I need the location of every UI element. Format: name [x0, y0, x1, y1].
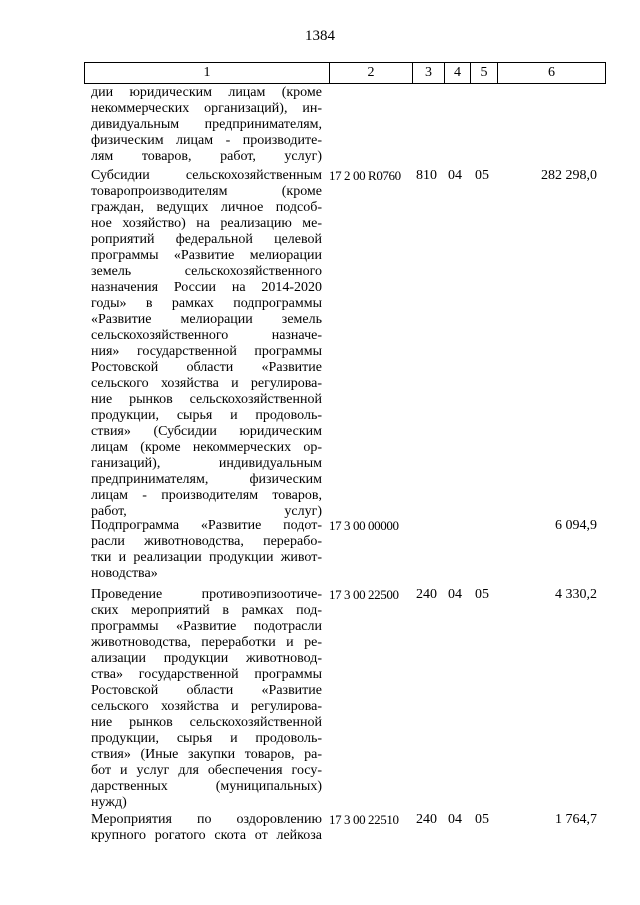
expense-type-code: 810: [416, 168, 437, 183]
row-description: [91, 587, 322, 811]
section-code: 04: [448, 587, 462, 602]
description-line: товаропроизводителям (кроме: [91, 184, 322, 199]
description-line: сельского хозяйства и регулирова-: [91, 699, 322, 714]
column-header-6: 6: [498, 63, 606, 84]
description-line: лицам - производителям товаров,: [91, 488, 322, 503]
description-line: бот и услуг для обеспечения госу-: [91, 763, 322, 778]
column-header-2: 2: [330, 63, 413, 84]
description-line: сельскохозяйственного назначе-: [91, 328, 322, 343]
description-line: работ, услуг): [91, 504, 322, 519]
description-line: программы «Развитие подотрасли: [91, 619, 322, 634]
page-number: 1384: [305, 28, 335, 44]
column-header-row: [85, 63, 606, 84]
description-line: ние рынков сельскохозяйственной: [91, 392, 322, 407]
description-line: годы» в рамках подпрограммы: [91, 296, 322, 311]
description-line: ния» государственной программы: [91, 344, 322, 359]
description-line: Ростовской области «Развитие: [91, 683, 322, 698]
description-line: лям товаров, работ, услуг): [91, 149, 322, 164]
description-line: Подпрограмма «Развитие подот-: [91, 518, 322, 533]
description-line: ное хозяйство) на реализацию ме-: [91, 216, 322, 231]
column-header-1: 1: [85, 63, 330, 84]
amount: 6 094,9: [555, 518, 597, 533]
description-line: физическим лицам - производите-: [91, 133, 322, 148]
row-description: [91, 168, 322, 520]
description-line: ганизаций), индивидуальным: [91, 456, 322, 471]
description-line: ализации продукции животновод-: [91, 651, 322, 666]
description-line: ствия» (Иные закупки товаров, ра-: [91, 747, 322, 762]
section-code: 04: [448, 168, 462, 183]
description-line: расли животноводства, перерабо-: [91, 534, 322, 549]
description-line: ства» государственной программы: [91, 667, 322, 682]
description-line: продукции, сырья и продоволь-: [91, 731, 322, 746]
description-line: граждан, ведущих личное подсоб-: [91, 200, 322, 215]
section-code: 04: [448, 812, 462, 827]
description-line: сельского хозяйства и регулирова-: [91, 376, 322, 391]
description-line: ние рынков сельскохозяйственной: [91, 715, 322, 730]
description-line: нужд): [91, 795, 127, 810]
description-line: тки и реализации продукции живот-: [91, 550, 322, 565]
subsection-code: 05: [475, 587, 489, 602]
description-line: дивидуальным предпринимателям,: [91, 117, 322, 132]
column-header-3: 3: [413, 63, 445, 84]
column-header-table: [84, 62, 606, 84]
description-line: Мероприятия по оздоровлению: [91, 812, 322, 827]
description-line: «Развитие мелиорации земель: [91, 312, 322, 327]
description-line: некоммерческих организаций), ин-: [91, 101, 322, 116]
expense-type-code: 240: [416, 812, 437, 827]
target-article-code: 17 3 00 00000: [329, 518, 399, 533]
description-line: назначения России на 2014-2020: [91, 280, 322, 295]
description-line: крупного рогатого скота от лейкоза: [91, 828, 322, 843]
description-line: животноводства, переработки и ре-: [91, 635, 322, 650]
amount: 282 298,0: [541, 168, 597, 183]
expense-type-code: 240: [416, 587, 437, 602]
description-line: ских мероприятий в рамках под-: [91, 603, 322, 618]
target-article-code: 17 3 00 22500: [329, 587, 399, 602]
amount: 1 764,7: [555, 812, 597, 827]
description-line: продукции, сырья и продоволь-: [91, 408, 322, 423]
description-line: новодства»: [91, 566, 158, 581]
row-description: [91, 812, 322, 844]
column-header-4: 4: [445, 63, 471, 84]
row-description: [91, 518, 322, 582]
description-line: дии юридическим лицам (кроме: [91, 85, 322, 100]
description-line: Ростовской области «Развитие: [91, 360, 322, 375]
subsection-code: 05: [475, 168, 489, 183]
description-line: лицам (кроме некоммерческих ор-: [91, 440, 322, 455]
description-line: предпринимателям, физическим: [91, 472, 322, 487]
subsection-code: 05: [475, 812, 489, 827]
row-description: [91, 85, 322, 165]
target-article-code: 17 2 00 R0760: [329, 168, 401, 183]
target-article-code: 17 3 00 22510: [329, 812, 399, 827]
description-line: дарственных (муниципальных): [91, 779, 322, 794]
description-line: программы «Развитие мелиорации: [91, 248, 322, 263]
description-line: земель сельскохозяйственного: [91, 264, 322, 279]
amount: 4 330,2: [555, 587, 597, 602]
column-header-5: 5: [471, 63, 498, 84]
description-line: Проведение противоэпизоотиче-: [91, 587, 322, 602]
description-line: ствия» (Субсидии юридическим: [91, 424, 322, 439]
description-line: роприятий федеральной целевой: [91, 232, 322, 247]
description-line: Субсидии сельскохозяйственным: [91, 168, 322, 183]
